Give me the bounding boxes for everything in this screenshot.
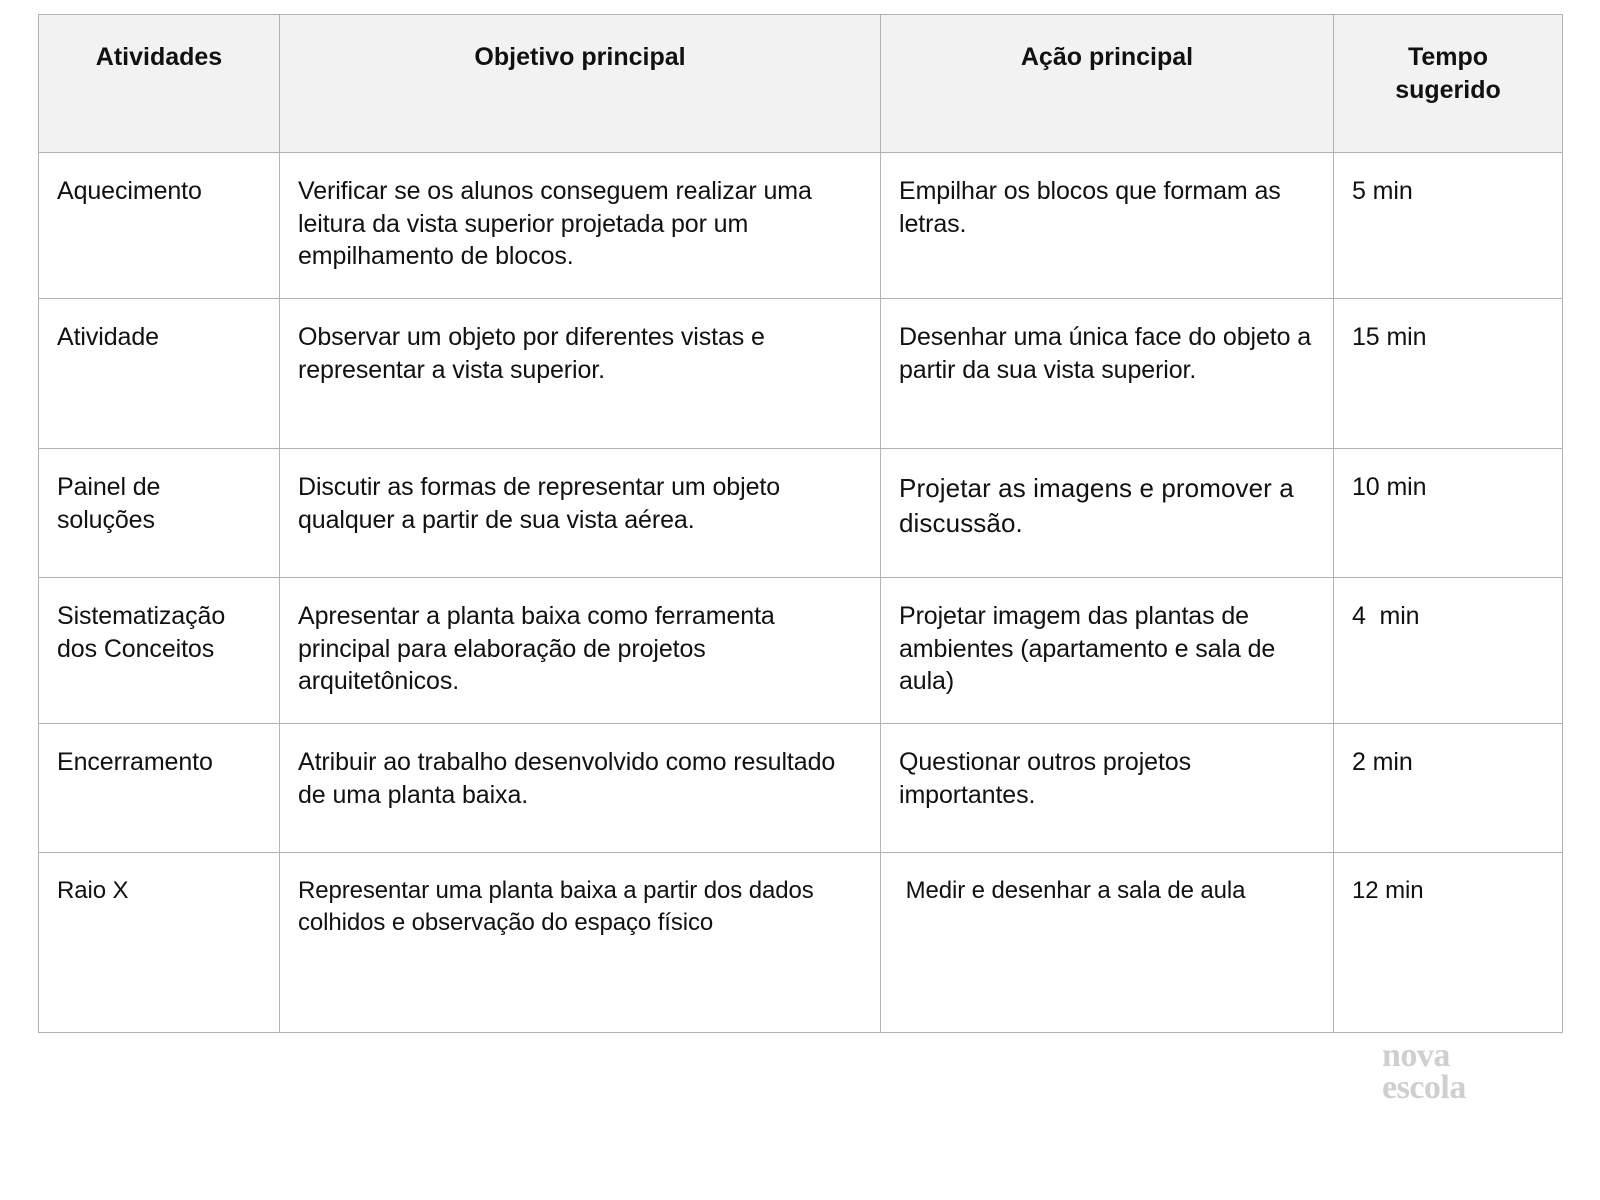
cell-atividade: Atividade	[39, 299, 280, 449]
logo-line-nova: nova	[1382, 1037, 1450, 1074]
logo-line-escola: escola	[1382, 1069, 1466, 1107]
cell-objetivo: Verificar se os alunos conseguem realizar uma leitura da vista superior projetada por um empilhamento de blocos.	[280, 153, 881, 299]
table-body	[39, 153, 1563, 1033]
cell-acao: Desenhar uma única face do objeto a partir da sua vista superior.	[881, 299, 1334, 449]
cell-tempo: 2 min	[1334, 724, 1563, 853]
table-header	[39, 15, 1563, 153]
cell-tempo: 4 min	[1334, 578, 1563, 724]
cell-objetivo: Atribuir ao trabalho desenvolvido como resultado de uma planta baixa.	[280, 724, 881, 853]
table-header-row	[39, 15, 1563, 153]
table-row	[39, 153, 1563, 299]
cell-acao: Questionar outros projetos importantes.	[881, 724, 1334, 853]
column-header-objetivo-principal: Objetivo principal	[280, 15, 881, 153]
cell-tempo: 15 min	[1334, 299, 1563, 449]
cell-atividade: Aquecimento	[39, 153, 280, 299]
cell-atividade: Encerramento	[39, 724, 280, 853]
cell-tempo: 5 min	[1334, 153, 1563, 299]
cell-atividade: Sistematização dos Conceitos	[39, 578, 280, 724]
cell-acao: Projetar as imagens e promover a discussão.	[881, 449, 1334, 578]
cell-tempo: 12 min	[1334, 853, 1563, 1033]
table-row	[39, 299, 1563, 449]
cell-acao: Medir e desenhar a sala de aula	[881, 853, 1334, 1033]
cell-objetivo: Apresentar a planta baixa como ferramenta principal para elaboração de projetos arquitetônicos.	[280, 578, 881, 724]
nova-escola-logo	[1382, 1037, 1552, 1107]
cell-atividade: Raio X	[39, 853, 280, 1033]
cell-objetivo: Representar uma planta baixa a partir dos dados colhidos e observação do espaço físico	[280, 853, 881, 1033]
table-row	[39, 724, 1563, 853]
cell-acao: Empilhar os blocos que formam as letras.	[881, 153, 1334, 299]
cell-objetivo: Discutir as formas de representar um objeto qualquer a partir de sua vista aérea.	[280, 449, 881, 578]
column-header-atividades: Atividades	[39, 15, 280, 153]
cell-objetivo: Observar um objeto por diferentes vistas e representar a vista superior.	[280, 299, 881, 449]
table-row	[39, 578, 1563, 724]
column-header-acao-principal: Ação principal	[881, 15, 1334, 153]
column-header-tempo-sugerido: Tempo sugerido	[1334, 15, 1563, 153]
cell-atividade: Painel de soluções	[39, 449, 280, 578]
cell-tempo: 10 min	[1334, 449, 1563, 578]
cell-acao: Projetar imagem das plantas de ambientes (apartamento e sala de aula)	[881, 578, 1334, 724]
lesson-plan-table	[38, 14, 1563, 1033]
table-row	[39, 449, 1563, 578]
table-row	[39, 853, 1563, 1033]
